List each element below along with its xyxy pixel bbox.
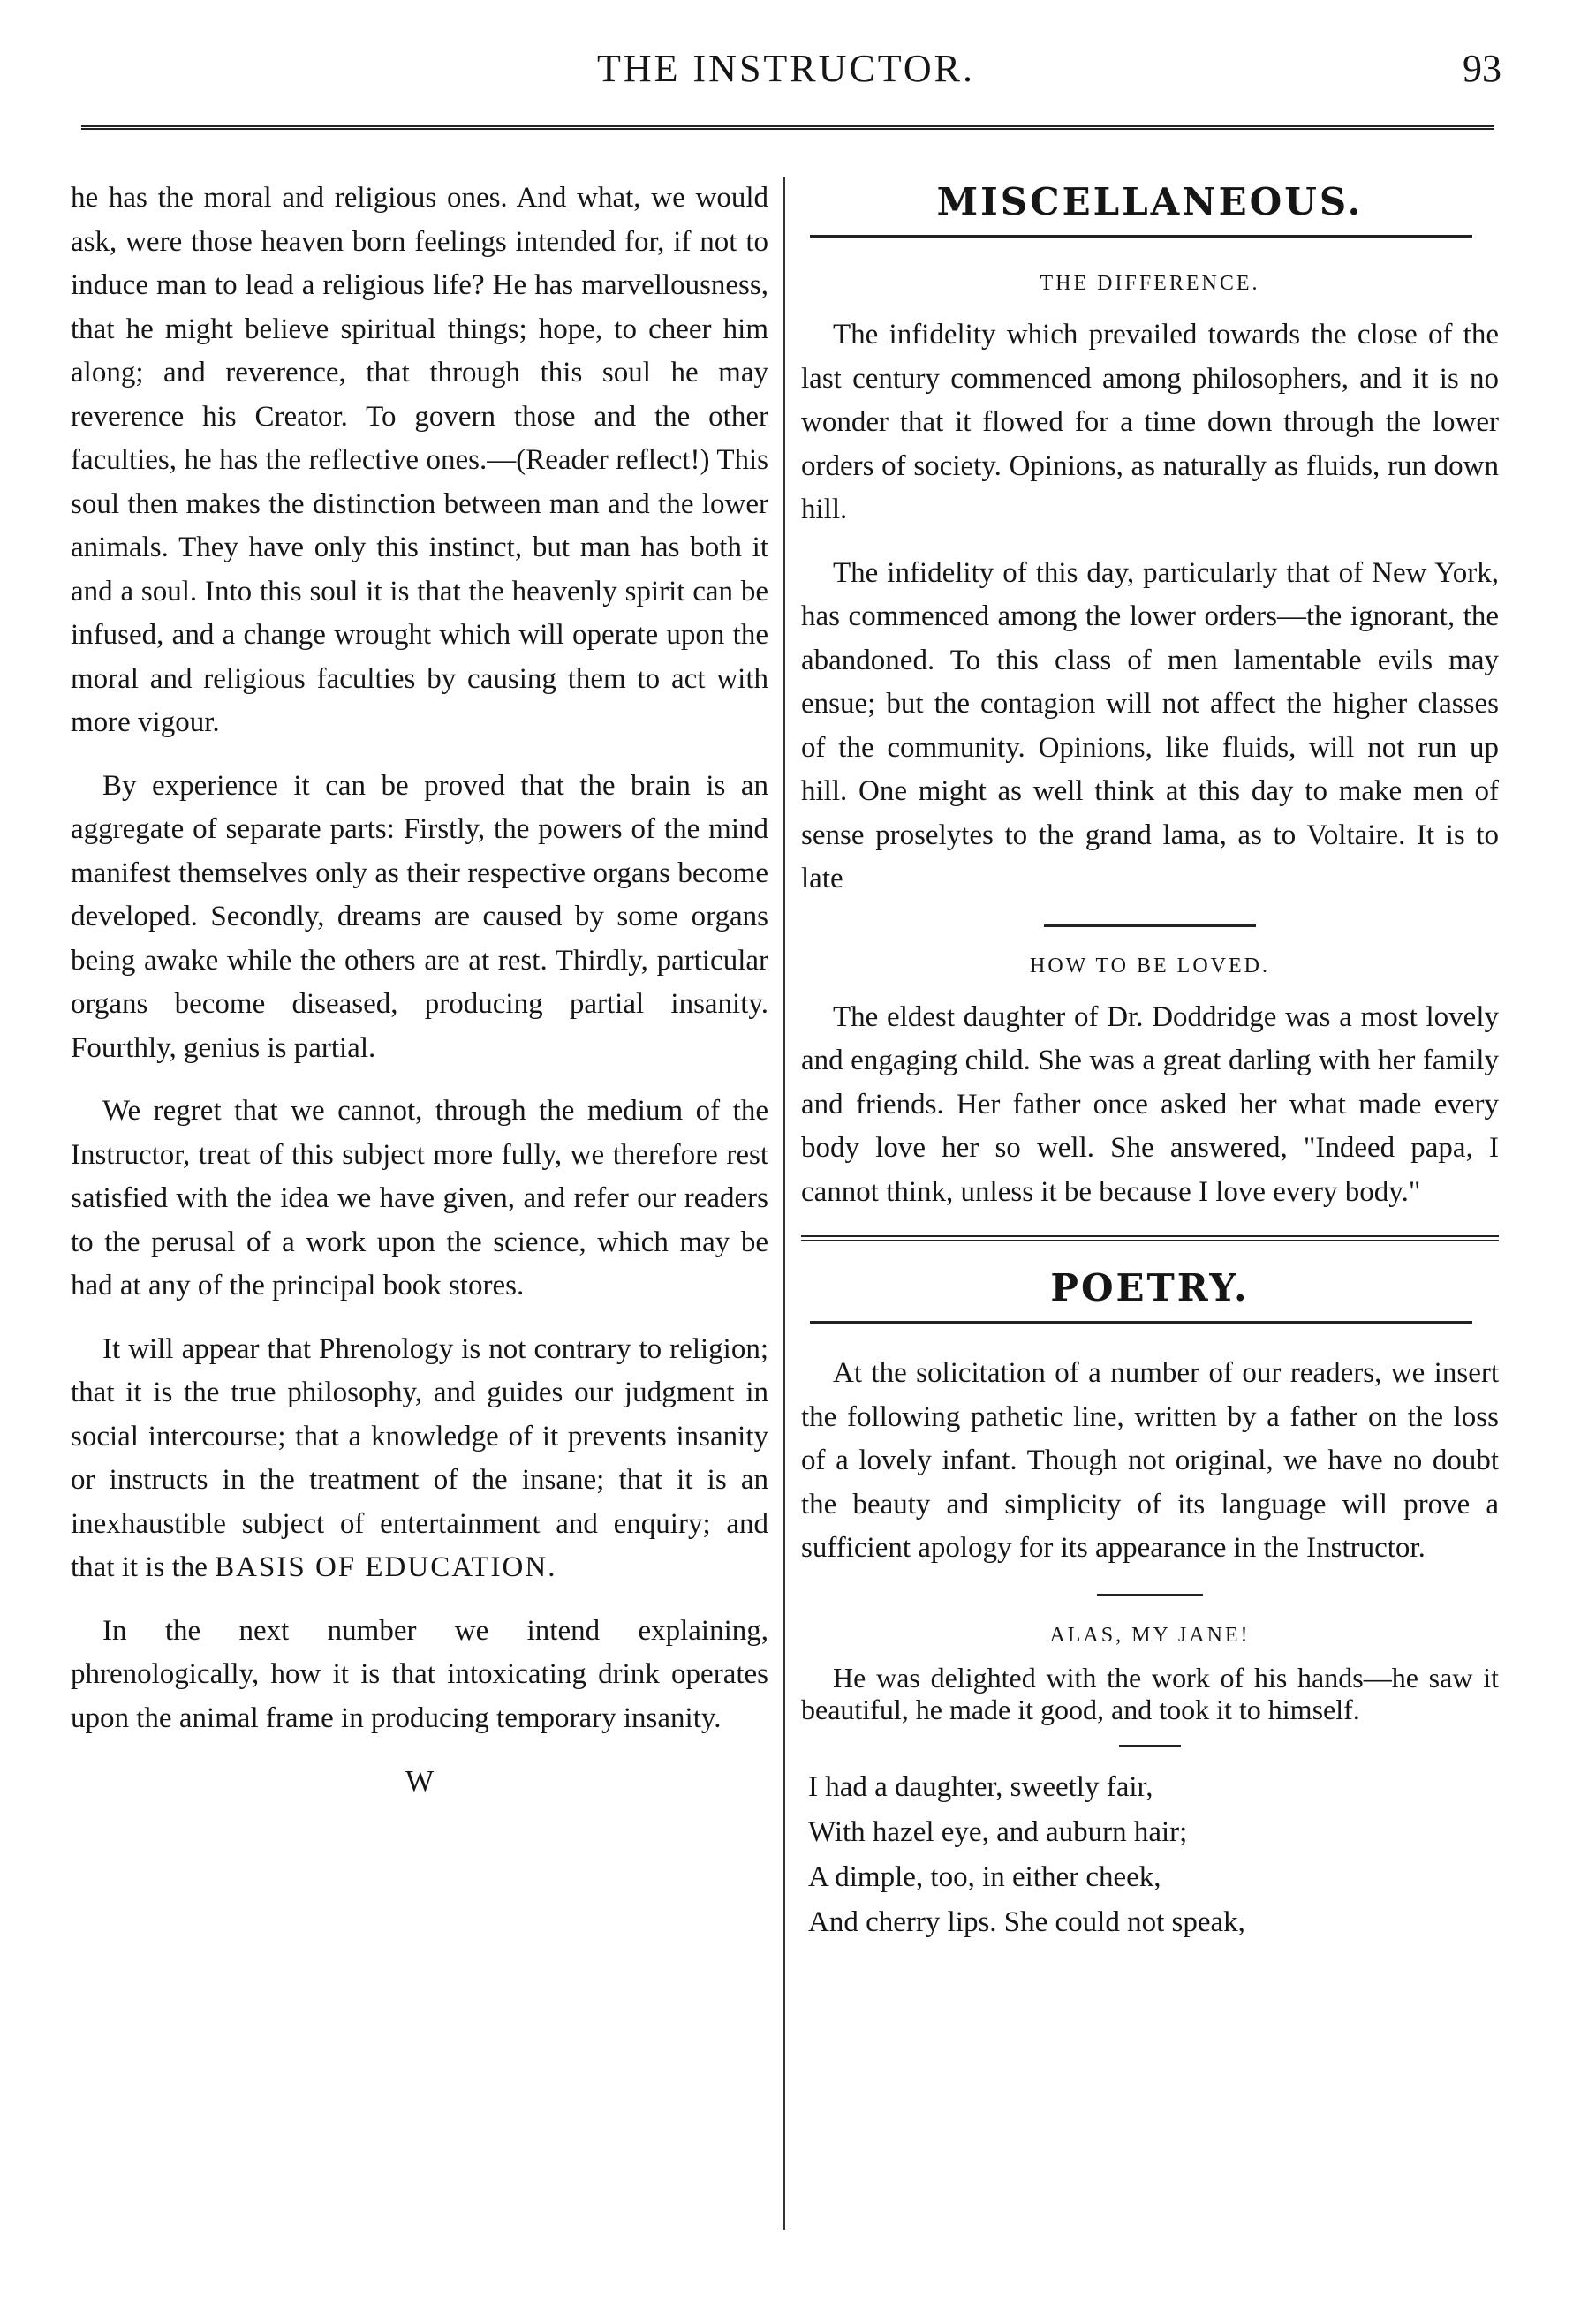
poem-epigraph: He was delighted with the work of his hands—he saw it beautiful, he made it good, and took it to himself.: [801, 1661, 1499, 1725]
left-column: [71, 177, 768, 1804]
paragraph-souls: he has the moral and religious ones. And what, we would ask, were those heaven born feelings intended for, if not to induce man to lead a religious life? He has marvellousness, that he might believe spiritual things; hope, to cheer him along; and reverence, that through this soul he may reverence his Creator. To govern those and the other faculties, he has the reflective ones.—(Reader reflect!) This soul then makes the distinction between man and the lower animals. They have only this instinct, but man has both it and a soul. Into this soul it is that the heavenly spirit can be infused, and a change wrought which will operate upon the moral and religious faculties by causing them to act with more vigour.: [71, 182, 768, 738]
poem-verse: [801, 1765, 1499, 1945]
poem-line: I had a daughter, sweetly fair,: [808, 1770, 1153, 1803]
article-separator: [1044, 924, 1256, 927]
miscellaneous-heading: MISCELLANEOUS.: [936, 180, 1364, 223]
difference-title: THE DIFFERENCE.: [1040, 272, 1260, 295]
poetry-intro: At the solicitation of a number of our readers, we insert the following pathetic line, written by a father on the loss of a lovely infant. Though not original, we have no doubt the beauty and simplicity of its language will prove a sufficient apology for its appearance in the Instructor.: [801, 1357, 1499, 1564]
author-signature: W: [405, 1765, 435, 1798]
poem-line: And cherry lips. She could not speak,: [808, 1905, 1245, 1938]
poem-title: ALAS, MY JANE!: [1049, 1623, 1251, 1647]
right-column: [801, 177, 1499, 1945]
poem-separator: [1097, 1594, 1203, 1596]
poem-line: A dimple, too, in either cheek,: [808, 1860, 1161, 1893]
poetry-rule: [810, 1321, 1472, 1324]
paragraph-phrenology-text: It will appear that Phrenology is not contrary to religion; that it is the true philosophy, and guides our judgment in social intercourse; that a knowledge of it prevents insanity or instructs in the treatment of the insane; that it is an inexhaustible subject of entertainment and enquiry; and that it is the: [71, 1332, 768, 1583]
difference-paragraph-2: The infidelity of this day, particularly that of New York, has commenced among the lower orders—the ignorant, the abandoned. To this class of men lamentable evils may ensue; but the contagion will not affect the higher classes of the community. Opinions, like fluids, will not run up hill. One might as well think at this day to make men of sense proselytes to the grand lama, as to Voltaire. It is to late: [801, 556, 1499, 894]
basis-of-education: BASIS OF EDUCATION.: [215, 1551, 557, 1583]
paragraph-brain-parts: By experience it can be proved that the brain is an aggregate of separate parts: Firstly, the powers of the mind manifest themselves only as their respective organs become developed. Secondly, dreams are caused by some organs being awake while the others are at rest. Thirdly, particular organs become diseased, producing partial insanity. Fourthly, genius is partial.: [71, 769, 768, 1064]
poetry-heading: POETRY.: [1050, 1266, 1250, 1309]
loved-title: HOW TO BE LOVED.: [1030, 954, 1270, 977]
section-rule: [810, 235, 1472, 238]
header-rule: [81, 125, 1494, 137]
paragraph-next-number: In the next number we intend explaining, phrenologically, how it is that intoxicating drink operates upon the animal frame in producing temporary insanity.: [71, 1614, 768, 1734]
poem-line: With hazel eye, and auburn hair;: [808, 1815, 1188, 1848]
difference-paragraph-1: The infidelity which prevailed towards the close of the last century commenced among philosophers, and it is no wonder that it flowed for a time down through the lower orders of society. Opinions, as naturally as fluids, run down hill.: [801, 319, 1499, 525]
running-head: [71, 46, 1501, 108]
loved-paragraph: The eldest daughter of Dr. Doddridge was a most lovely and engaging child. She was a great darling with her family and friends. Her father once asked her what made every body love her so well. She answered, "Indeed papa, I cannot think, unless it be because I love every body.": [801, 1000, 1499, 1208]
epigraph-rule: [1119, 1745, 1181, 1747]
paragraph-phrenology-religion: [71, 1328, 768, 1590]
section-double-rule: [801, 1235, 1499, 1247]
page-number: 93: [1463, 47, 1501, 90]
running-title: THE INSTRUCTOR.: [597, 47, 975, 90]
paragraph-regret: We regret that we cannot, through the medium of the Instructor, treat of this subject more fully, we therefore rest satisfied with the idea we have given, and refer our readers to the perusal of a work upon the science, which may be had at any of the principal book stores.: [71, 1095, 768, 1302]
column-divider: [783, 177, 785, 2230]
